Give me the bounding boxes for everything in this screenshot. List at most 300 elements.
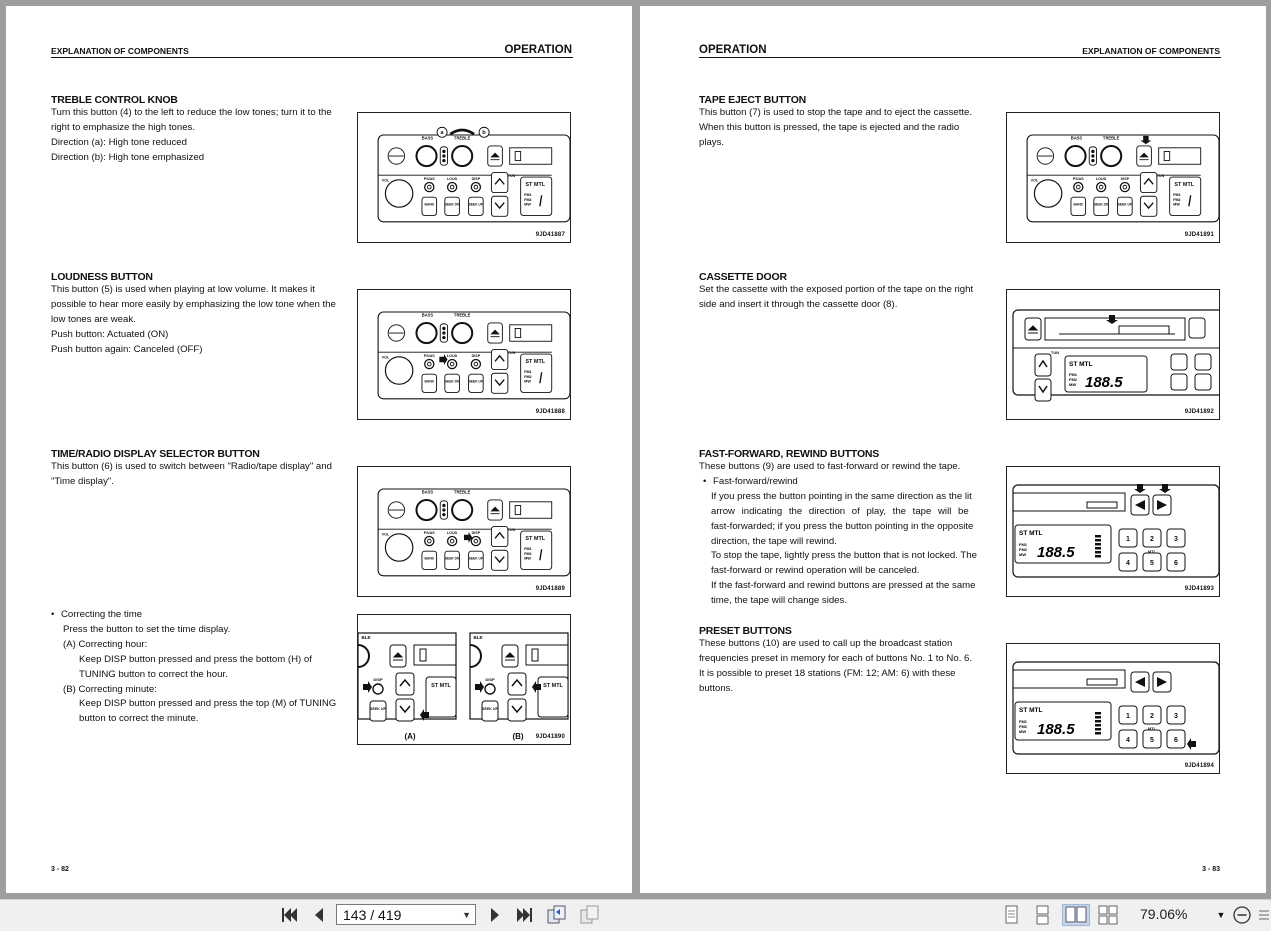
figure-drawing xyxy=(1007,467,1219,596)
tun-label: TUN xyxy=(507,174,516,179)
header-section-title: EXPLANATION OF COMPONENTS xyxy=(51,46,189,56)
direction-b-label: b xyxy=(482,130,486,137)
preset-number: 2 xyxy=(1150,536,1154,543)
section-text xyxy=(51,608,351,727)
volume-knob xyxy=(385,180,412,207)
round-button-center xyxy=(1123,185,1127,189)
level-meter-bar xyxy=(1095,724,1101,727)
level-meter-bar xyxy=(1095,720,1101,723)
header-rule xyxy=(699,57,1221,58)
round-button-center xyxy=(427,539,431,543)
text-line: This button (6) is used to switch between "Radio/tape display" and xyxy=(51,461,332,472)
volume-knob xyxy=(385,357,412,384)
figure-code: 9JD41893 xyxy=(1184,586,1214,592)
mw-label: MW xyxy=(524,556,531,561)
preset-number: 6 xyxy=(1174,737,1178,744)
preset-number: 1 xyxy=(1126,536,1130,543)
figure-label-a: (A) xyxy=(404,732,416,741)
text-line: possible to hear more easily by emphasizing the low tone when the xyxy=(51,298,336,310)
text-line: plays. xyxy=(699,136,725,148)
round-button-center xyxy=(427,185,431,189)
text-line: side and insert it through the cassette door (8). xyxy=(699,298,898,310)
fm2-label: FM2 xyxy=(1069,377,1077,382)
facing-view-button[interactable] xyxy=(1062,904,1090,926)
slider-dot xyxy=(442,508,445,511)
bass-label: BASS xyxy=(1070,135,1083,141)
treble-label: TREBLE xyxy=(453,489,471,495)
slider-dot xyxy=(442,327,445,330)
slider-dot xyxy=(442,159,445,162)
bullet-line xyxy=(699,475,999,490)
text-line: Set the cassette with the exposed portion of the tape on the right xyxy=(699,284,974,295)
round-button-center xyxy=(427,362,431,366)
text-line: right to emphasize the high tones. xyxy=(51,121,195,133)
text-line: It is possible to preset 18 stations (FM: 12; AM: 6) with these xyxy=(699,667,956,679)
bass-knob xyxy=(416,146,436,166)
rect-button-label: SEEK UP xyxy=(468,379,484,384)
header-chapter-title: OPERATION xyxy=(504,44,572,56)
level-meter-bar xyxy=(1095,728,1101,731)
round-button-label: DISP xyxy=(1120,176,1130,181)
figure-drawing xyxy=(1007,113,1219,242)
tun-label: TUN xyxy=(1156,174,1165,179)
st-mtl-label: ST MTL xyxy=(525,536,546,543)
rect-button-label: BAND xyxy=(1073,202,1083,207)
st-mtl-label: ST MTL xyxy=(1069,361,1093,368)
tape-window xyxy=(1119,326,1169,334)
rect-button-label: BAND xyxy=(424,202,434,207)
st-mtl-label: ST MTL xyxy=(1174,182,1195,189)
bullet-icon: • xyxy=(51,609,55,620)
round-button-center xyxy=(474,185,478,189)
rect-button-label: SEEK DN xyxy=(444,556,460,561)
fm1-label: FM1 xyxy=(1173,193,1181,198)
rect-button-label: SEEK DN xyxy=(1093,202,1109,207)
level-meter-bar xyxy=(1095,555,1101,558)
mw-label: MW xyxy=(524,202,531,207)
direction-arrow-icon xyxy=(450,130,474,134)
text-line: direction, the tape will rewind. xyxy=(711,535,837,547)
level-meter-bar xyxy=(1095,539,1101,542)
next-view-button[interactable] xyxy=(578,904,602,926)
header-rule xyxy=(51,57,573,58)
previous-view-icon xyxy=(546,905,568,925)
figure-radio-loudness xyxy=(357,289,571,420)
text-line: time, the tape will change sides. xyxy=(711,595,847,607)
preset-number: 3 xyxy=(1174,536,1178,543)
text-line: fast-forwarded; if you press the button pointing in the opposite xyxy=(711,520,974,532)
text-line: TUNING button to correct the hour. xyxy=(79,668,228,680)
text-line: buttons. xyxy=(699,682,734,694)
rect-button-label: BAND xyxy=(424,556,434,561)
pdf-page-right xyxy=(640,6,1266,893)
treble-knob xyxy=(452,146,472,166)
round-button-label: PS/AS xyxy=(1072,176,1084,181)
page-number-input[interactable] xyxy=(336,904,476,925)
section-title: PRESET BUTTONS xyxy=(699,625,792,637)
mw-label: MW xyxy=(1019,729,1027,734)
level-meter-bar xyxy=(1095,716,1101,719)
section-text xyxy=(51,106,351,166)
st-mtl-label: ST MTL xyxy=(543,683,563,689)
text-line: frequencies preset in memory for each of buttons No. 1 to No. 6. xyxy=(699,652,973,664)
previous-page-button[interactable] xyxy=(307,904,331,926)
figure-drawing xyxy=(358,467,570,596)
zoom-out-icon xyxy=(1232,905,1252,925)
preset-button xyxy=(1171,374,1187,390)
text-line: Direction (b): High tone emphasized xyxy=(51,151,205,163)
single-page-view-button[interactable] xyxy=(1000,904,1024,926)
figure-code: 9JD41890 xyxy=(535,734,565,740)
vol-label: VOL xyxy=(381,532,390,537)
round-button-label: LOUD xyxy=(446,176,458,181)
continuous-view-button[interactable] xyxy=(1031,904,1055,926)
text-line: fast-forward or rewind operation will be canceled. xyxy=(711,565,920,577)
chevron-down-icon: ▼ xyxy=(1216,910,1226,920)
seek-up-button xyxy=(370,701,386,721)
ff-button xyxy=(1189,318,1205,338)
volume-knob xyxy=(1034,180,1061,207)
preset-number: 4 xyxy=(1126,560,1130,567)
page-number: 3 - 82 xyxy=(51,866,69,873)
section-title: FAST-FORWARD, REWIND BUTTONS xyxy=(699,448,880,460)
text-line: "Time display". xyxy=(51,475,114,487)
pointer-arrow-icon xyxy=(1140,136,1151,144)
tune-up-button xyxy=(1140,172,1156,192)
figure-preset-buttons xyxy=(1006,643,1220,774)
tape-window xyxy=(420,649,426,661)
text-line: This button (7) is used to stop the tape and to eject the cassette. xyxy=(699,107,973,118)
rect-button-label: SEEK UP xyxy=(468,556,484,561)
first-page-button[interactable] xyxy=(277,904,301,926)
next-page-button[interactable] xyxy=(483,904,507,926)
pointer-arrow-icon xyxy=(475,681,484,693)
mw-label: MW xyxy=(524,379,531,384)
level-meter-bar xyxy=(1095,547,1101,550)
preset-number: 5 xyxy=(1150,560,1154,567)
preset-number: 3 xyxy=(1174,713,1178,720)
bullet-line xyxy=(51,608,351,623)
text-line: button to correct the minute. xyxy=(79,713,199,725)
ble-label: BLE xyxy=(361,635,371,640)
chevron-down-icon[interactable]: ▼ xyxy=(462,910,471,920)
figure-label-b: (B) xyxy=(512,732,524,741)
round-button-label: PS/AS xyxy=(423,530,435,535)
figure-radio-display xyxy=(357,466,571,597)
fm1-label: FM1 xyxy=(524,370,532,375)
text-line: These buttons (10) are used to call up the broadcast station xyxy=(699,638,953,649)
treble-knob-partial xyxy=(358,645,369,667)
tun-label: TUN xyxy=(507,351,516,356)
tape-window xyxy=(1087,679,1117,685)
figure-drawing xyxy=(1007,644,1219,773)
facing-pages-icon xyxy=(1065,905,1087,925)
slider-dot xyxy=(442,504,445,507)
more-icon xyxy=(1257,905,1269,925)
toolbar-overflow-button[interactable] xyxy=(1256,904,1270,926)
fm2-label: FM2 xyxy=(524,551,532,556)
level-meter-bar xyxy=(1095,543,1101,546)
text-line: If the fast-forward and rewind buttons are pressed at the same xyxy=(711,580,976,592)
slider-dot xyxy=(442,150,445,153)
figure-drawing xyxy=(358,113,570,242)
text-line: To stop the tape, lightly press the button that is not locked. The xyxy=(711,550,977,562)
fm1-label: FM1 xyxy=(1019,542,1027,547)
seek-up-label: SEEK UP xyxy=(482,707,498,711)
round-button-label: PS/AS xyxy=(423,176,435,181)
bass-label: BASS xyxy=(421,135,434,141)
round-button-center xyxy=(474,362,478,366)
tape-window xyxy=(532,649,538,661)
text-line: These buttons (9) are used to fast-forward or rewind the tape. xyxy=(699,461,961,472)
tape-window xyxy=(1087,502,1117,508)
tune-up-button xyxy=(491,349,507,369)
round-button-center xyxy=(1099,185,1103,189)
figure-code: 9JD41889 xyxy=(535,586,565,592)
text-line: Direction (a): High tone reduced xyxy=(51,136,187,148)
figure-code: 9JD41888 xyxy=(535,409,565,415)
seek-up-label: SEEK UP xyxy=(370,707,386,711)
tune-down-button xyxy=(1140,196,1156,216)
section-title: CASSETTE DOOR xyxy=(699,271,787,283)
tune-down-button xyxy=(491,196,507,216)
figure-fast-forward-buttons xyxy=(1006,466,1220,597)
figure-cassette-door xyxy=(1006,289,1220,420)
section-title: TREBLE CONTROL KNOB xyxy=(51,94,178,106)
frequency-readout: 188.5 xyxy=(1085,374,1123,391)
text-line: Press the button to set the time display. xyxy=(63,623,231,635)
rect-button-label: SEEK UP xyxy=(1117,202,1133,207)
header-chapter-title: OPERATION xyxy=(699,44,767,56)
preset-number: 1 xyxy=(1126,713,1130,720)
bass-knob xyxy=(416,323,436,343)
treble-knob-partial xyxy=(470,645,481,667)
disp-label: DISP xyxy=(485,677,495,682)
section-title: LOUDNESS BUTTON xyxy=(51,271,153,283)
frequency-readout: 188.5 xyxy=(1037,721,1075,738)
treble-label: TREBLE xyxy=(453,135,471,141)
section-text xyxy=(51,283,351,358)
preset-number: 2 xyxy=(1150,713,1154,720)
pointer-arrow-icon xyxy=(1106,315,1118,324)
treble-label: TREBLE xyxy=(453,312,471,318)
st-mtl-label: ST MTL xyxy=(1019,707,1043,714)
section-title: TIME/RADIO DISPLAY SELECTOR BUTTON xyxy=(51,448,260,460)
previous-view-button[interactable] xyxy=(545,904,569,926)
frequency-readout: 188.5 xyxy=(1037,544,1075,561)
preset-number: 6 xyxy=(1174,560,1178,567)
tune-down-button xyxy=(491,550,507,570)
bullet-text: Fast-forward/rewind xyxy=(713,475,798,487)
fm1-label: FM1 xyxy=(1069,372,1077,377)
st-mtl-label: ST MTL xyxy=(1019,530,1043,537)
round-button-label: DISP xyxy=(471,530,481,535)
treble-knob xyxy=(1101,146,1121,166)
figure-drawing xyxy=(358,290,570,419)
bullet-icon: • xyxy=(703,475,707,487)
round-button-label: LOUD xyxy=(446,353,458,358)
treble-label: TREBLE xyxy=(1102,135,1120,141)
level-meter-bar xyxy=(1095,732,1101,735)
tune-down-button xyxy=(508,699,526,721)
slider-dot xyxy=(1091,150,1094,153)
round-button-label: DISP xyxy=(471,176,481,181)
fm1-label: FM1 xyxy=(524,193,532,198)
slider-dot xyxy=(1091,159,1094,162)
tape-window xyxy=(515,505,520,514)
fm2-label: FM2 xyxy=(524,374,532,379)
tune-up-button xyxy=(396,673,414,695)
vol-label: VOL xyxy=(381,178,390,183)
section-text xyxy=(699,460,999,609)
text-line: Turn this button (4) to the left to reduce the low tones; turn it to the xyxy=(51,107,332,118)
tape-window xyxy=(1164,151,1169,160)
fm1-label: FM1 xyxy=(524,547,532,552)
rect-button-label: SEEK UP xyxy=(468,202,484,207)
round-button-center xyxy=(450,185,454,189)
text-line: arrow indicating the direction of play, the tape will be xyxy=(711,505,969,517)
text-line: (B) Correcting minute: xyxy=(63,683,157,695)
treble-knob xyxy=(452,323,472,343)
preset-button xyxy=(1171,354,1187,370)
next-view-icon xyxy=(579,905,601,925)
vol-label: VOL xyxy=(381,355,390,360)
header-section-title: EXPLANATION OF COMPONENTS xyxy=(1082,46,1220,56)
fm2-label: FM2 xyxy=(1019,724,1027,729)
seek-up-button xyxy=(482,701,498,721)
text-line: This button (5) is used when playing at low volume. It makes it xyxy=(51,284,315,295)
round-button-center xyxy=(474,539,478,543)
level-meter-bar xyxy=(1095,712,1101,715)
figure-code: 9JD41894 xyxy=(1184,763,1214,769)
mw-label: MW xyxy=(1173,202,1180,207)
tune-up-button xyxy=(1035,354,1051,376)
round-button-center xyxy=(1076,185,1080,189)
figure-code: 9JD41887 xyxy=(535,232,565,238)
round-button-label: PS/AS xyxy=(423,353,435,358)
text-line: Push button again: Canceled (OFF) xyxy=(51,343,203,355)
pointer-arrow-icon xyxy=(363,681,372,693)
mw-label: MW xyxy=(1069,382,1077,387)
zoom-dropdown-button[interactable] xyxy=(1214,904,1228,926)
bass-knob xyxy=(416,500,436,520)
fm1-label: FM1 xyxy=(1019,719,1027,724)
rect-button-label: SEEK DN xyxy=(444,379,460,384)
round-button-center xyxy=(450,362,454,366)
text-line: low tones are weak. xyxy=(51,313,136,325)
st-mtl-label: ST MTL xyxy=(525,359,546,366)
direction-a-label: a xyxy=(440,130,444,137)
first-page-icon xyxy=(279,906,299,924)
fm2-label: FM2 xyxy=(1173,197,1181,202)
tune-up-button xyxy=(508,673,526,695)
figure-radio-eject xyxy=(1006,112,1220,243)
tape-window xyxy=(515,151,520,160)
text-line: Keep DISP button pressed and press the top (M) of TUNING xyxy=(79,698,337,710)
round-button-label: DISP xyxy=(471,353,481,358)
mtl-label: MTL xyxy=(1147,549,1157,554)
page-number: 3 - 83 xyxy=(1202,866,1220,873)
rect-button-label: SEEK DN xyxy=(444,202,460,207)
preset-button xyxy=(1195,374,1211,390)
mw-label: MW xyxy=(1019,552,1027,557)
tune-up-button xyxy=(491,526,507,546)
preset-number: 4 xyxy=(1126,737,1130,744)
figure-code: 9JD41892 xyxy=(1184,409,1214,415)
figure-radio-time-correction xyxy=(357,614,571,745)
bass-label: BASS xyxy=(421,489,434,495)
last-page-button[interactable] xyxy=(513,904,537,926)
tune-down-button xyxy=(491,373,507,393)
tune-up-button xyxy=(491,172,507,192)
tun-label: TUN xyxy=(507,528,516,533)
bullet-text: Correcting the time xyxy=(61,609,143,620)
level-meter-bar xyxy=(1095,535,1101,538)
text-line: Keep DISP button pressed and press the bottom (H) of xyxy=(79,653,312,665)
preset-button xyxy=(1195,354,1211,370)
section-text xyxy=(699,283,999,313)
volume-knob xyxy=(385,534,412,561)
figure-drawing xyxy=(1007,290,1219,419)
preset-number: 5 xyxy=(1150,737,1154,744)
page-number-value: 143 / 419 xyxy=(343,907,402,923)
tun-label: TUN xyxy=(1050,350,1060,355)
slider-dot xyxy=(442,336,445,339)
disp-button xyxy=(373,684,383,694)
zoom-out-button[interactable] xyxy=(1231,904,1253,926)
pointer-arrow-icon xyxy=(1187,738,1196,750)
pdf-page-left xyxy=(6,6,632,893)
last-page-icon xyxy=(515,906,535,924)
slider-dot xyxy=(1091,154,1094,157)
figure-code: 9JD41891 xyxy=(1184,232,1214,238)
disp-button xyxy=(485,684,495,694)
pdf-viewer-toolbar xyxy=(0,899,1271,931)
text-line: When this button is pressed, the tape is ejected and the radio xyxy=(699,121,960,133)
slider-dot xyxy=(442,154,445,157)
section-text xyxy=(699,106,999,151)
disp-label: DISP xyxy=(373,677,383,682)
zoom-level[interactable]: 79.06% xyxy=(1140,906,1188,922)
slider-dot xyxy=(442,513,445,516)
next-page-icon xyxy=(488,906,502,924)
continuous-page-icon xyxy=(1035,905,1051,925)
st-mtl-label: ST MTL xyxy=(525,182,546,189)
bass-label: BASS xyxy=(421,312,434,318)
bass-knob xyxy=(1065,146,1085,166)
round-button-label: LOUD xyxy=(446,530,458,535)
level-meter-bar xyxy=(1095,551,1101,554)
tune-down-button xyxy=(1035,379,1051,401)
continuous-facing-view-button[interactable] xyxy=(1096,904,1120,926)
figure-radio-treble xyxy=(357,112,571,243)
single-page-icon xyxy=(1004,905,1020,925)
treble-knob xyxy=(452,500,472,520)
section-text xyxy=(699,637,999,697)
st-mtl-label: ST MTL xyxy=(431,683,451,689)
vol-label: VOL xyxy=(1030,178,1039,183)
mtl-label: MTL xyxy=(1147,726,1157,731)
text-line: (A) Correcting hour: xyxy=(63,638,148,650)
previous-page-icon xyxy=(312,906,326,924)
section-text xyxy=(51,460,351,490)
fm2-label: FM2 xyxy=(1019,547,1027,552)
text-line: Push button: Actuated (ON) xyxy=(51,328,169,340)
text-line: If you press the button pointing in the same direction as the lit xyxy=(711,490,972,502)
ble-label: BLE xyxy=(473,635,483,640)
round-button-center xyxy=(450,539,454,543)
slider-dot xyxy=(442,331,445,334)
